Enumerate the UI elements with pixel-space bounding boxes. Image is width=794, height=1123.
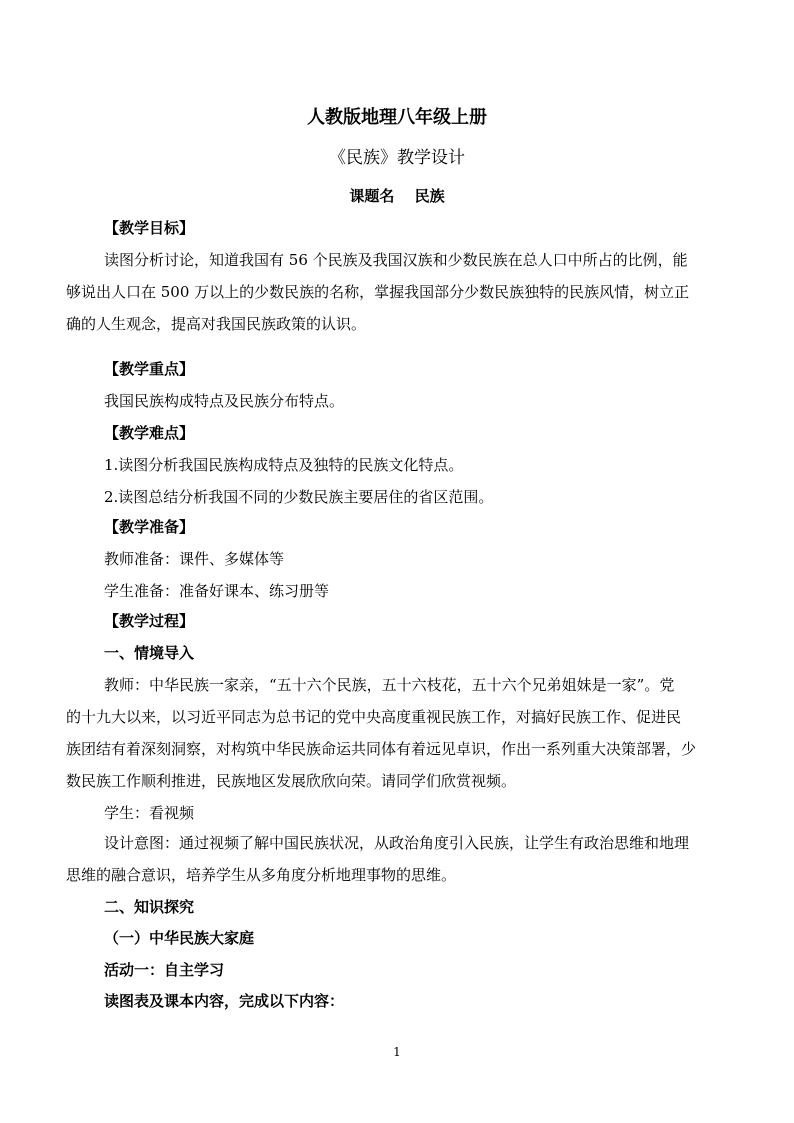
paragraph-line: 学生：看视频 — [104, 804, 195, 822]
paragraph-line: 教师：中华民族一家亲，“五十六个民族，五十六枝花，五十六个兄弟姐妹是一家”。党 — [104, 676, 675, 694]
subsection-heading-intro: 一、情境导入 — [104, 644, 195, 662]
paragraph-line: 我国民族构成特点及民族分布特点。 — [104, 392, 345, 410]
paragraph-line: 思维的融合意识，培养学生从多角度分析地理事物的思维。 — [66, 866, 457, 884]
section-heading-key-points: 【教学重点】 — [104, 360, 195, 378]
task-instruction: 读图表及课本内容，完成以下内容： — [104, 992, 345, 1010]
paragraph-line: 数民族工作顺利推进，民族地区发展欣欣向荣。请同学们欣赏视频。 — [66, 772, 517, 790]
paragraph-line: 读图分析讨论，知道我国有 56 个民族及我国汉族和少数民族在总人口中所占的比例，能 — [104, 251, 688, 269]
document-subtitle: 《民族》教学设计 — [329, 148, 465, 168]
paragraph-line: 2.读图总结分析我国不同的少数民族主要居住的省区范围。 — [104, 488, 494, 506]
paragraph-line: 设计意图：通过视频了解中国民族状况，从政治角度引入民族，让学生有政治思维和地理 — [104, 834, 690, 852]
section-heading-difficulties: 【教学难点】 — [104, 424, 195, 442]
paragraph-line: 1.读图分析我国民族构成特点及独特的民族文化特点。 — [104, 456, 464, 474]
paragraph-line: 族团结有着深刻洞察，对构筑中华民族命运共同体有着远见卓识，作出一系列重大决策部署，少 — [66, 740, 697, 758]
paragraph-line: 教师准备：课件、多媒体等 — [104, 550, 285, 568]
paragraph-line: 学生准备：准备好课本、练习册等 — [104, 582, 330, 600]
section-heading-objectives: 【教学目标】 — [104, 219, 195, 237]
section-heading-preparation: 【教学准备】 — [104, 518, 195, 536]
subsection-heading-family: （一）中华民族大家庭 — [104, 929, 255, 947]
activity-heading: 活动一：自主学习 — [104, 961, 225, 979]
topic-line: 课题名 民族 — [349, 187, 445, 205]
paragraph-line: 够说出人口在 500 万以上的少数民族的名称，掌握我国部分少数民族独特的民族风情，树立正 — [66, 283, 690, 301]
document-title: 人教版地理八年级上册 — [307, 107, 487, 128]
page-number: 1 — [393, 1045, 401, 1059]
paragraph-line: 确的人生观念，提高对我国民族政策的认识。 — [66, 315, 367, 333]
subsection-heading-knowledge: 二、知识探究 — [104, 898, 195, 916]
paragraph-line: 的十九大以来，以习近平同志为总书记的党中央高度重视民族工作，对搞好民族工作、促进民 — [66, 708, 682, 726]
section-heading-process: 【教学过程】 — [104, 612, 195, 630]
